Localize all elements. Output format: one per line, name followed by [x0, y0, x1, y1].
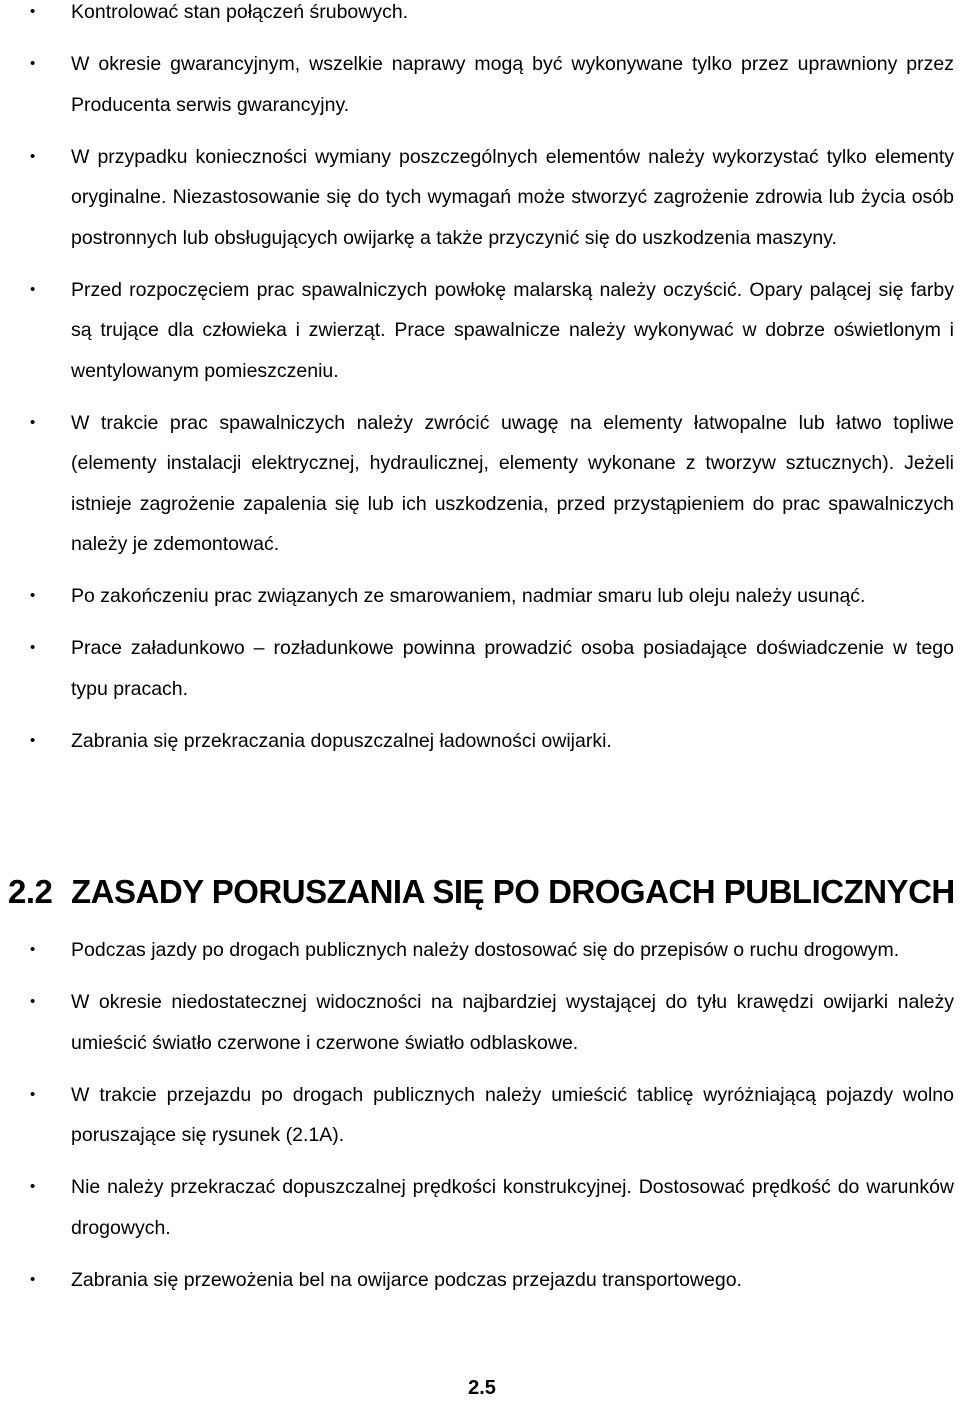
list-item	[0, 576, 960, 617]
list-item-text: Nie należy przekraczać dopuszczalnej prędkości konstrukcyjnej. Dostosować prędkość do warunków drogowych.	[71, 1176, 954, 1239]
list-item-text: Przed rozpoczęciem prac spawalniczych powłokę malarską należy oczyścić. Opary palącej się farby są trujące dla człowieka i zwierząt. Prace spawalnicze należy wykonywać w dobrze oświetlonym i wentylowanym pomieszczeniu.	[71, 278, 954, 382]
list-item-text: W okresie niedostatecznej widoczności na najbardziej wystającej do tyłu krawędzi owijarki należy umieścić światło czerwone i czerwone światło odblaskowe.	[71, 991, 954, 1054]
bullet-icon: •	[30, 639, 36, 656]
bullet-icon: •	[30, 587, 36, 604]
page-number: 2.5	[468, 1377, 496, 1399]
list-item	[0, 270, 960, 392]
section-number: 2.2	[8, 873, 53, 910]
section-heading	[8, 862, 958, 922]
list-item-text: Zabrania się przekraczania dopuszczalnej ładowności owijarki.	[71, 729, 612, 752]
list-item	[0, 137, 960, 259]
bullet-icon: •	[30, 1085, 36, 1103]
bullet-icon: •	[30, 1270, 36, 1288]
list-item	[0, 982, 960, 1063]
bullet-icon: •	[30, 55, 36, 72]
bullet-icon: •	[30, 941, 36, 958]
bullet-icon: •	[30, 993, 36, 1010]
bullet-icon: •	[30, 413, 36, 431]
list-item	[0, 403, 960, 565]
list-item-text: Kontrolować stan połączeń śrubowych.	[71, 1, 409, 23]
list-item	[0, 0, 960, 33]
list-item-text: Zabrania się przewożenia bel na owijarce podczas przejazdu transportowego.	[71, 1268, 742, 1291]
bullet-icon: •	[30, 731, 36, 749]
road-rules-list	[0, 930, 960, 1312]
bullet-icon: •	[30, 147, 36, 165]
list-item-text: W trakcie przejazdu po drogach publicznych należy umieścić tablicę wyróżniającą pojazdy wolno poruszające się rysunek (2.1A).	[71, 1083, 954, 1146]
list-item	[0, 44, 960, 125]
bullet-icon: •	[30, 3, 36, 20]
list-item	[0, 721, 960, 762]
list-item	[0, 930, 960, 971]
list-item	[0, 628, 960, 709]
list-item-text: Po zakończeniu prac związanych ze smarowaniem, nadmiar smaru lub oleju należy usunąć.	[71, 585, 866, 607]
list-item-text: W trakcie prac spawalniczych należy zwrócić uwagę na elementy łatwopalne lub łatwo topliwe (elementy instalacji elektrycznej, hydraulicznej, elementy wykonane z tworzyw sztucznych). Jeżeli istnieje zagrożenie zapalenia się lub ich uszkodzenia, przed przystąpieniem do prac spawalniczych należy je zdemontować.	[71, 411, 954, 555]
list-item-text: W okresie gwarancyjnym, wszelkie naprawy mogą być wykonywane tylko przez uprawniony przez Producenta serwis gwarancyjny.	[71, 53, 954, 116]
list-item	[0, 1260, 960, 1301]
list-item-text: Prace załadunkowo – rozładunkowe powinna prowadzić osoba posiadające doświadczenie w tego typu pracach.	[71, 637, 954, 700]
bullet-icon: •	[30, 1178, 36, 1195]
list-item	[0, 1167, 960, 1248]
section-title: ZASADY PORUSZANIA SIĘ PO DROGACH PUBLICZNYCH	[71, 873, 955, 910]
list-item	[0, 1075, 960, 1156]
list-item-text: Podczas jazdy po drogach publicznych należy dostosować się do przepisów o ruchu drogowym.	[71, 939, 900, 961]
bullet-icon: •	[30, 280, 36, 298]
list-item-text: W przypadku konieczności wymiany poszczególnych elementów należy wykorzystać tylko elementy oryginalne. Niezastosowanie się do tych wymagań może stworzyć zagrożenie zdrowia lub życia osób postronnych lub obsługujących owijarkę a także przyczynić się do uszkodzenia maszyny.	[71, 145, 954, 249]
